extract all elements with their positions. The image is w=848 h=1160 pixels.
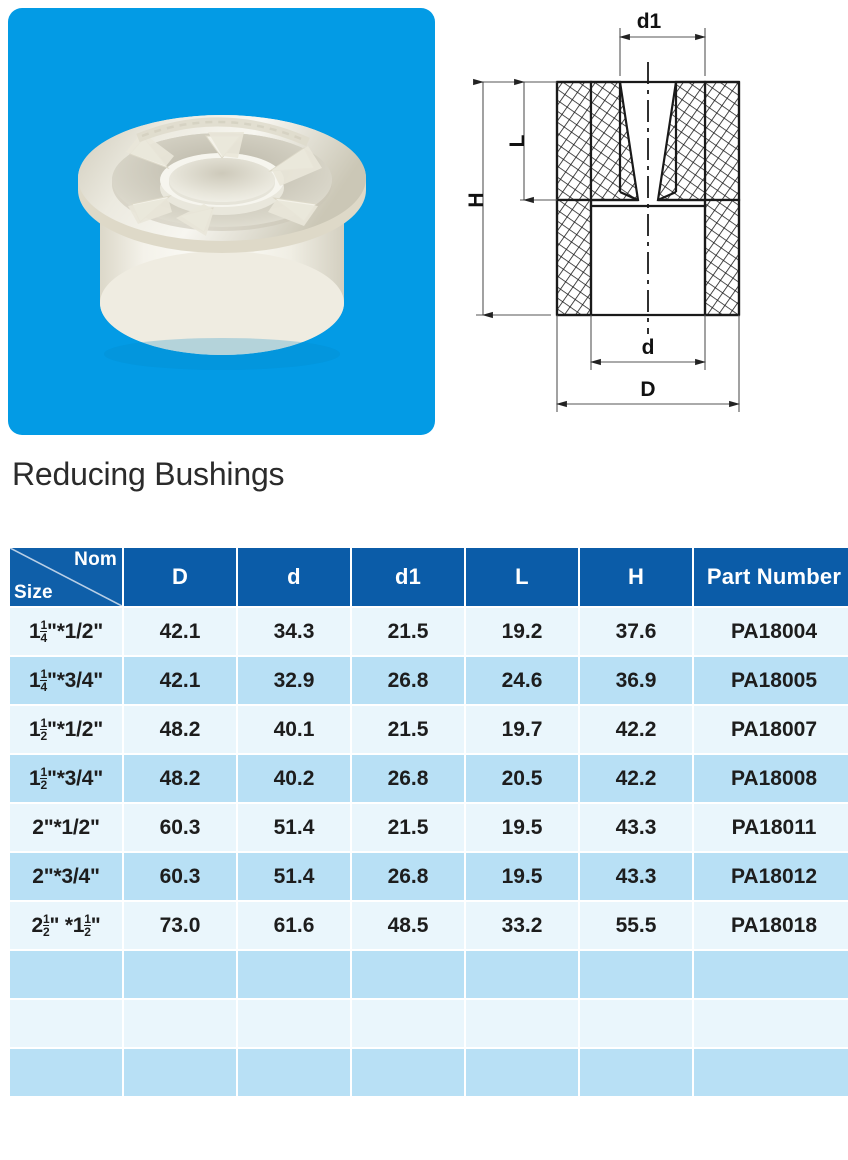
cell-empty [124, 1049, 236, 1096]
cell-H: 42.2 [580, 755, 692, 802]
cell-empty [580, 1049, 692, 1096]
table-row [10, 853, 848, 900]
header-cell-L: L [466, 548, 578, 606]
cell-empty [694, 1049, 848, 1096]
cell-L: 20.5 [466, 755, 578, 802]
table-row-empty [10, 951, 848, 998]
header-cell-D: D [124, 548, 236, 606]
cell-d: 61.6 [238, 902, 350, 949]
dim-label-H: H [465, 192, 488, 208]
cell-empty [466, 951, 578, 998]
cell-part-number: PA18011 [694, 804, 848, 851]
table-row [10, 902, 848, 949]
cell-d1: 26.8 [352, 853, 464, 900]
cell-L: 33.2 [466, 902, 578, 949]
cell-nom-size: 1 $\frac{1}{4}$ "*1/2" [10, 608, 122, 655]
table-header-row [10, 548, 848, 606]
header-cell-d: d [238, 548, 350, 606]
header-cell-d1: d1 [352, 548, 464, 606]
cell-empty [124, 1000, 236, 1047]
header-label-nom: Nom [74, 549, 117, 570]
cell-H: 42.2 [580, 706, 692, 753]
cell-empty [466, 1049, 578, 1096]
table-row [10, 608, 848, 655]
cell-D: 42.1 [124, 608, 236, 655]
cell-empty [694, 1000, 848, 1047]
cell-L: 19.5 [466, 804, 578, 851]
cell-empty [238, 1000, 350, 1047]
cell-D: 73.0 [124, 902, 236, 949]
fraction: $\frac{1}{2}$ [42, 911, 50, 939]
cell-H: 36.9 [580, 657, 692, 704]
cell-d1: 26.8 [352, 657, 464, 704]
cell-part-number: PA18004 [694, 608, 848, 655]
page-title: Reducing Bushings [12, 455, 285, 492]
cell-empty [238, 951, 350, 998]
cell-nom-size: 2 $\frac{1}{2}$ " *1 $\frac{1}{2}$ " [10, 902, 122, 949]
table-row [10, 706, 848, 753]
cell-H: 37.6 [580, 608, 692, 655]
cell-D: 60.3 [124, 853, 236, 900]
cell-empty [580, 951, 692, 998]
table-row [10, 804, 848, 851]
dim-label-d: d [641, 336, 655, 359]
dim-label-d1: d1 [636, 10, 662, 33]
cell-part-number: PA18008 [694, 755, 848, 802]
cell-empty [580, 1000, 692, 1047]
cell-part-number: PA18018 [694, 902, 848, 949]
cell-L: 19.2 [466, 608, 578, 655]
cell-d: 40.2 [238, 755, 350, 802]
cell-empty [10, 1000, 122, 1047]
cell-d1: 21.5 [352, 608, 464, 655]
dim-label-D: D [640, 378, 656, 401]
cell-nom-size: 2"*1/2" [10, 804, 122, 851]
fraction: $\frac{1}{2}$ [40, 764, 47, 792]
cell-D: 60.3 [124, 804, 236, 851]
product-photo-image [8, 8, 435, 435]
cell-L: 19.5 [466, 853, 578, 900]
fraction: $\frac{1}{2}$ [84, 911, 91, 939]
header-cell-H: H [580, 548, 692, 606]
cell-empty [352, 951, 464, 998]
page-title-row [12, 446, 612, 502]
cell-D: 48.2 [124, 706, 236, 753]
cell-empty [10, 1049, 122, 1096]
cell-H: 55.5 [580, 902, 692, 949]
cell-d1: 21.5 [352, 804, 464, 851]
cell-H: 43.3 [580, 804, 692, 851]
cell-D: 48.2 [124, 755, 236, 802]
cell-empty [466, 1000, 578, 1047]
specification-table-wrapper [8, 546, 840, 1098]
cell-L: 19.7 [466, 706, 578, 753]
dim-label-L: L [506, 134, 529, 148]
cell-D: 42.1 [124, 657, 236, 704]
cell-d1: 26.8 [352, 755, 464, 802]
header-cell-part-number: Part Number [694, 548, 848, 606]
cell-H: 43.3 [580, 853, 692, 900]
table-body [10, 608, 848, 1096]
table-row-empty [10, 1049, 848, 1096]
cell-d: 51.4 [238, 853, 350, 900]
table-row [10, 657, 848, 704]
cell-nom-size: 1 $\frac{1}{2}$ "*1/2" [10, 706, 122, 753]
cell-L: 24.6 [466, 657, 578, 704]
product-overview-area [0, 0, 848, 440]
cell-d: 51.4 [238, 804, 350, 851]
header-label-size: Size [14, 582, 53, 603]
header-cell-nom-size [10, 548, 122, 606]
fraction: $\frac{1}{4}$ [40, 666, 47, 694]
cell-d1: 21.5 [352, 706, 464, 753]
cell-nom-size: 2"*3/4" [10, 853, 122, 900]
cell-d: 34.3 [238, 608, 350, 655]
cell-d1: 48.5 [352, 902, 464, 949]
cell-part-number: PA18005 [694, 657, 848, 704]
cell-empty [238, 1049, 350, 1096]
product-photo-panel [8, 8, 435, 435]
fraction: $\frac{1}{4}$ [40, 617, 47, 645]
fraction: $\frac{1}{2}$ [40, 715, 47, 743]
table-row-empty [10, 1000, 848, 1047]
specification-table [8, 546, 848, 1098]
cross-section-drawing [452, 4, 844, 428]
cell-empty [352, 1000, 464, 1047]
technical-drawing-panel [452, 4, 844, 428]
cell-nom-size: 1 $\frac{1}{4}$ "*3/4" [10, 657, 122, 704]
table-header [10, 548, 848, 606]
cell-empty [694, 951, 848, 998]
cell-d: 32.9 [238, 657, 350, 704]
cell-nom-size: 1 $\frac{1}{2}$ "*3/4" [10, 755, 122, 802]
cell-d: 40.1 [238, 706, 350, 753]
cell-empty [10, 951, 122, 998]
cell-part-number: PA18012 [694, 853, 848, 900]
table-row [10, 755, 848, 802]
cell-empty [124, 951, 236, 998]
cell-part-number: PA18007 [694, 706, 848, 753]
cell-empty [352, 1049, 464, 1096]
